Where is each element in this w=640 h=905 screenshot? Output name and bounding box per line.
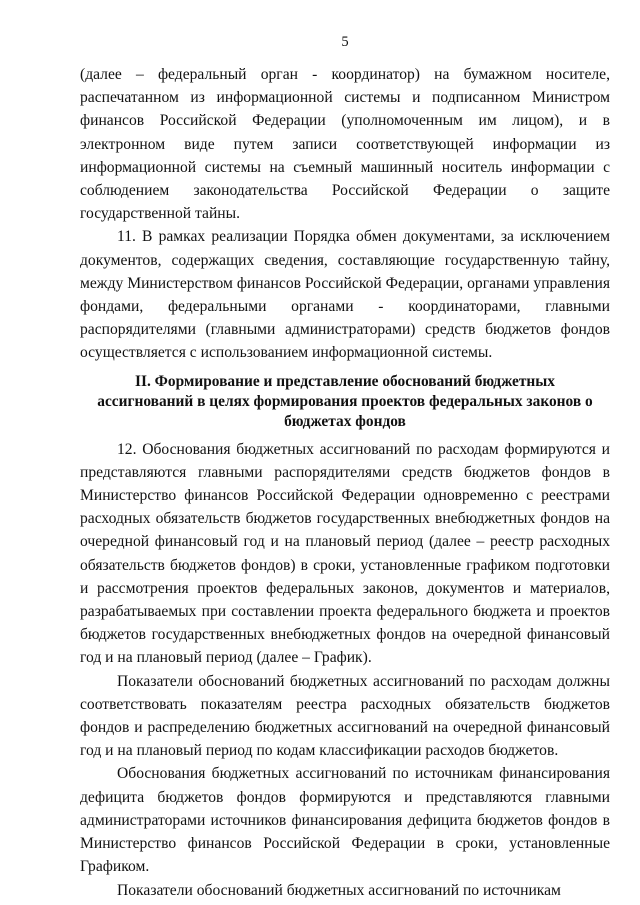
paragraph-sources-indicators: Показатели обоснований бюджетных ассигнований по источникам [117, 881, 561, 899]
paragraph-12: 12. Обоснования бюджетных ассигнований по расходам формируются и представляются главными распорядителями средств бюджетов фондов в Министерство финансов Российской Федерации одновременно с реестрами расходных обязательств бюджетов государственных внебюджетных фондов на очередной финансовый год и на плановый период (далее – реестр расходных обязательств бюджетов фондов) в сроки, установленные графиком подготовки и рассмотрения проектов федеральных законов, документов и материалов, разрабатываемых при составлении проекта федерального бюджета и проектов бюджетов государственных внебюджетных фондов на очередной финансовый год и на плановый период (далее – График). [80, 440, 610, 667]
paragraph-continuation: (далее – федеральный орган - координатор) на бумажном носителе, распечатанном из информационной системы и подписанном Министром финансов Российской Федерации (уполномоченным им лицом), и в электронном виде путем записи соответствующей информации из информационной системы на съемный машинный носитель информации с соблюдением законодательства Российской Федерации о защите государственной тайны. [80, 66, 610, 223]
section-heading: II. Формирование и представление обоснований бюджетных ассигнований в целях формирования проектов федеральных законов о бюджетах фондов [97, 372, 593, 430]
page-number: 5 [341, 34, 349, 50]
paragraph-deficit-sources: Обоснования бюджетных ассигнований по источникам финансирования дефицита бюджетов фондов формируются и представляются главными администраторами источников финансирования дефицита бюджетов фондов в Министерство финансов Российской Федерации в сроки, установленные Графиком. [80, 765, 610, 876]
paragraph-expenditure-indicators: Показатели обоснований бюджетных ассигнований по расходам должны соответствовать показателям реестра расходных обязательств бюджетов фондов и распределению бюджетных ассигнований на очередной финансовый год и на плановый период по кодам классификации расходов бюджетов. [80, 672, 610, 760]
paragraph-11: 11. В рамках реализации Порядка обмен документами, за исключением документов, содержащих сведения, составляющие государственную тайну, между Министерством финансов Российской Федерации, органами управления фондами, федеральными органами - координаторами, главными распорядителями (главными администраторами) средств бюджетов фондов осуществляется с использованием информационной системы. [80, 228, 610, 362]
